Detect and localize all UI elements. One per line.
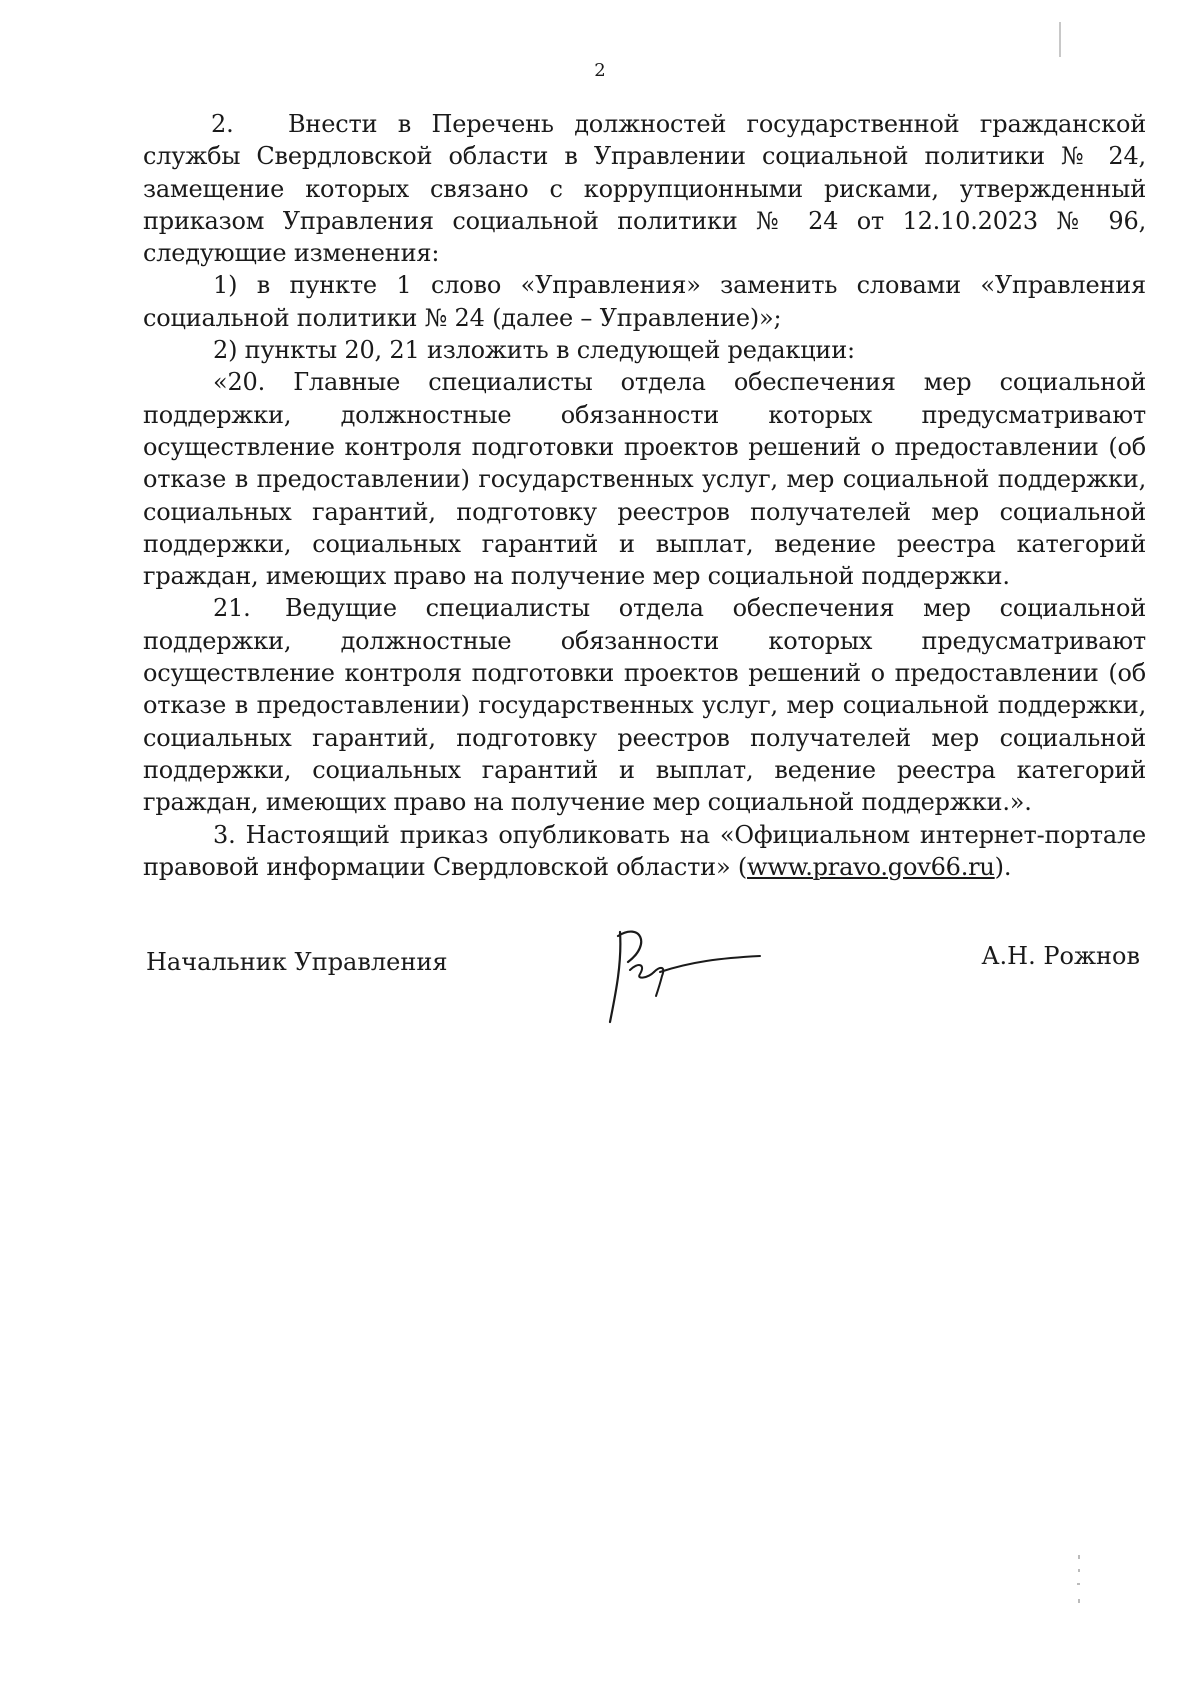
- page-number: 2: [594, 60, 606, 81]
- signatory-name: А.Н. Рожнов: [981, 942, 1140, 970]
- item-2-text: Внести в Перечень должностей государственной гражданской службы Свердловской области в Управлении социальной политики № 24, замещение которых связано с коррупционными рисками, утвержденный приказом Управления социальной политики № 24 от 12.10.2023 № 96, следующие изменения:: [143, 110, 1146, 268]
- point-21-text: Ведущие специалисты отдела обеспечения мер социальной поддержки, должностные обязанности которых предусматривают осуществление контроля подготовки проектов решений о предоставлении (об отказе в предоставлении) государственных услуг, мер социальной поддержки, социальных гарантий, подготовку реестров получателей мер социальной поддержки, социальных гарантий и выплат, ведение реестра категорий граждан, имеющих право на получение мер социальной поддержки.».: [143, 594, 1146, 817]
- item-3-text: 3. Настоящий приказ опубликовать на «Официальном интернет-портале правовой информации Свердловской области» (: [143, 820, 1146, 881]
- subitem-1-paragraph: 1) в пункте 1 слово «Управления» заменить словами «Управления социальной политики № 24 (далее – Управление)»;: [143, 271, 1146, 332]
- scan-artifact: [1076, 1555, 1082, 1615]
- scan-artifact: [1059, 22, 1061, 57]
- document-body: [143, 108, 1146, 883]
- point-21-number: 21.: [213, 594, 251, 623]
- point-20-paragraph: «20. Главные специалисты отдела обеспечения мер социальной поддержки, должностные обязанности которых предусматривают осуществление контроля подготовки проектов решений о предоставлении (об отказе в предоставлении) государственных услуг, мер социальной поддержки, социальных гарантий, подготовку реестров получателей мер социальной поддержки, социальных гарантий и выплат, ведение реестра категорий граждан, имеющих право на получение мер социальной поддержки.: [143, 368, 1146, 591]
- portal-link[interactable]: www.pravo.gov66.ru: [747, 852, 995, 881]
- item-2-number: 2.: [211, 110, 234, 138]
- item-3-paragraph: [143, 819, 1146, 884]
- subitem-2-paragraph: 2) пункты 20, 21 изложить в следующей редакции:: [213, 336, 855, 365]
- handwritten-signature: [600, 922, 770, 1032]
- signatory-position: Начальник Управления: [146, 948, 448, 976]
- point-21-paragraph: [143, 592, 1146, 818]
- item-3-text-end: ).: [994, 852, 1012, 881]
- item-2-paragraph: [143, 108, 1146, 269]
